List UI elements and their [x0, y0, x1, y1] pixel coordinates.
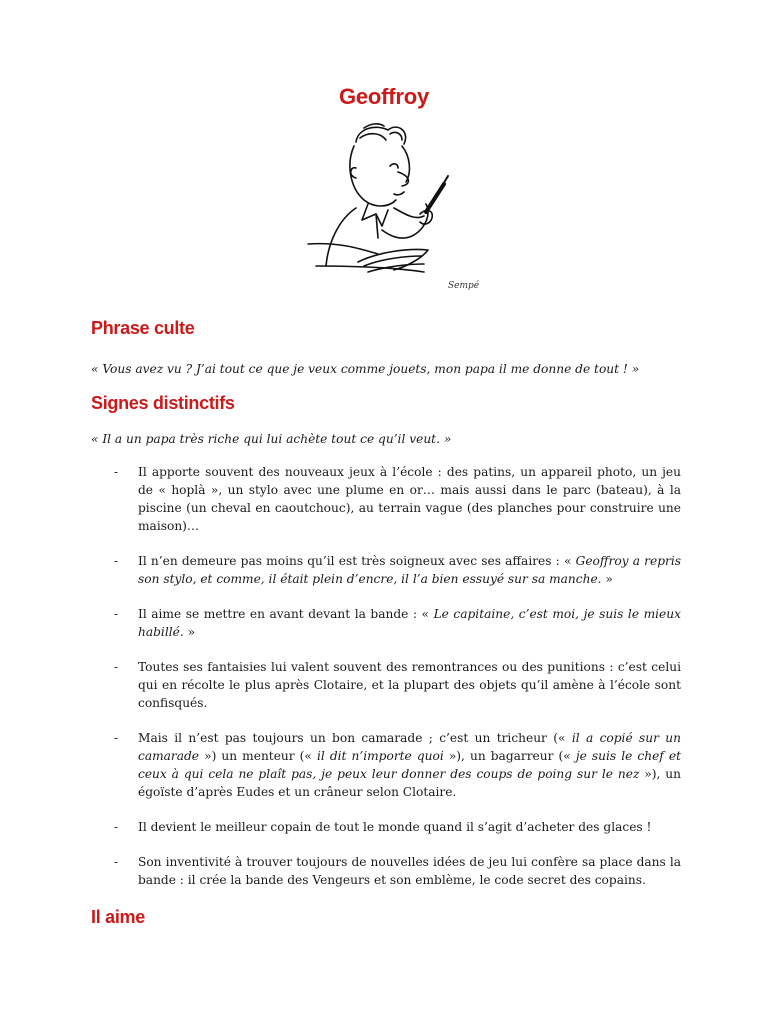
- heading-phrase-culte: Phrase culte: [91, 318, 195, 338]
- signes-quote: « Il a un papa très riche qui lui achète tout ce qu’il veut. »: [91, 432, 452, 446]
- page-title: Geoffroy: [338, 84, 430, 109]
- list-item: - Il apporte souvent des nouveaux jeux à l’école : des patins, un appareil photo, un jeu de « hoplà », un stylo avec une plume en or… mais aussi dans le parc (bateau), à la piscine (un cheval en caoutchouc), au terrain vague (des planches pour construire une maison)…: [114, 465, 681, 533]
- list-item: - Il aime se mettre en avant devant la bande : « Le capitaine, c’est moi, je suis le mieux habillé. »: [114, 607, 681, 639]
- list-item: - Toutes ses fantaisies lui valent souvent des remontrances ou des punitions : c’est celui qui en récolte le plus après Clotaire, et la plupart des objets qu’il amène à l’école sont confisqués.: [114, 660, 681, 710]
- sempe-signature: Sempé: [448, 281, 480, 291]
- list-item: - Il devient le meilleur copain de tout le monde quand il s’agit d’acheter des glaces !: [114, 820, 652, 834]
- signes-list: [91, 463, 681, 906]
- geoffroy-illustration: [298, 116, 498, 292]
- phrase-culte-quote: « Vous avez vu ? J’ai tout ce que je veux comme jouets, mon papa il me donne de tout ! »: [91, 362, 640, 376]
- list-item: - Mais il n’est pas toujours un bon camarade ; c’est un tricheur (« il a copié sur un camarade ») un menteur (« il dit n’importe quoi »), un bagarreur (« je suis le chef et ceux à qui cela ne plaît pas, je peux leur donner des coups de poing sur le nez »), un égoïste d’après Eudes et un crâneur selon Clotaire.: [114, 731, 681, 799]
- heading-il-aime: Il aime: [91, 907, 145, 927]
- heading-signes-distinctifs: Signes distinctifs: [91, 393, 235, 413]
- list-item: - Son inventivité à trouver toujours de nouvelles idées de jeu lui confère sa place dans la bande : il crée la bande des Vengeurs et son emblème, le code secret des copains.: [114, 855, 681, 887]
- list-item: - Il n’en demeure pas moins qu’il est très soigneux avec ses affaires : « Geoffroy a repris son stylo, et comme, il était plein d’encre, il l’a bien essuyé sur sa manche. »: [114, 554, 681, 586]
